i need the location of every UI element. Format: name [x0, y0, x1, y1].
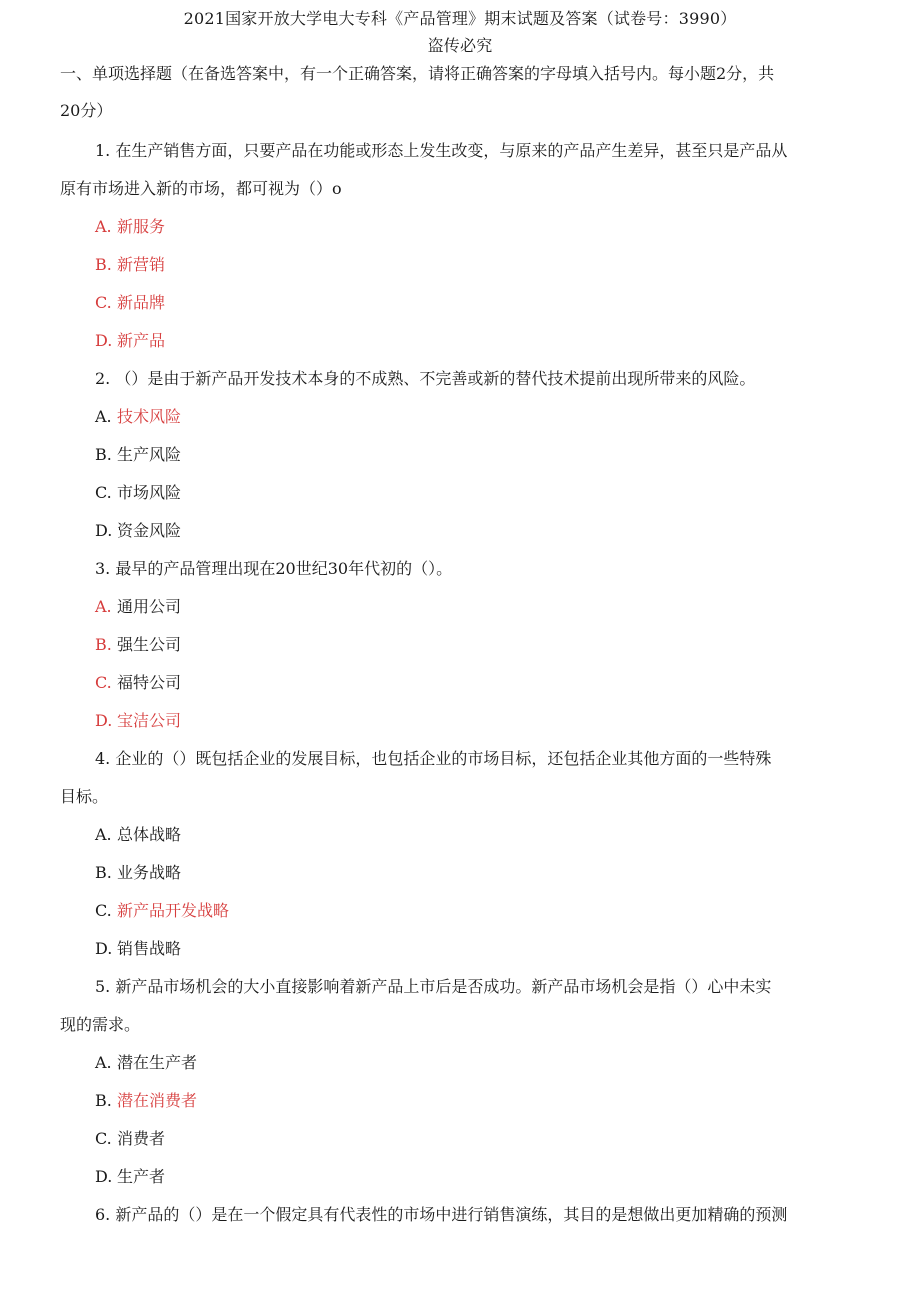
question-1-text-line-1: 1. 在生产销售方面，只要产品在功能或形态上发生改变，与原来的产品产生差异，甚至只是产品从 [95, 141, 788, 160]
question-3-option-a: A. 通用公司 [95, 597, 182, 616]
question-1-option-c: C. 新品牌 [95, 293, 166, 312]
question-4-option-b: B. 业务战略 [95, 863, 182, 882]
question-1-option-b: B. 新营销 [95, 255, 166, 274]
question-5-text-line-2: 现的需求。 [60, 1015, 141, 1034]
section-heading-line-2: 20分） [60, 101, 113, 120]
question-5-text-line-1: 5. 新产品市场机会的大小直接影响着新产品上市后是否成功。新产品市场机会是指（）心中未实 [95, 977, 772, 996]
question-5-option-b: B. 潜在消费者 [95, 1091, 198, 1110]
question-4-option-c: C. 新产品开发战略 [95, 901, 230, 920]
section-heading-line-1: 一、单项选择题（在备选答案中，有一个正确答案，请将正确答案的字母填入括号内。每小题2分，共 [60, 64, 775, 83]
question-2-option-a: A. 技术风险 [95, 407, 182, 426]
question-5-option-d: D. 生产者 [95, 1167, 166, 1186]
question-1-option-d: D. 新产品 [95, 331, 166, 350]
question-2-text-line-1: 2. （）是由于新产品开发技术本身的不成熟、不完善或新的替代技术提前出现所带来的风险。 [95, 369, 756, 388]
question-3-text-line-1: 3. 最早的产品管理出现在20世纪30年代初的（）。 [95, 559, 453, 578]
question-2-option-b: B. 生产风险 [95, 445, 182, 464]
question-6-text-line-1: 6. 新产品的（）是在一个假定具有代表性的市场中进行销售演练，其目的是想做出更加精确的预测 [95, 1205, 788, 1224]
question-4-text-line-2: 目标。 [60, 787, 109, 806]
question-2-option-c: C. 市场风险 [95, 483, 182, 502]
question-1-text-line-2: 原有市场进入新的市场，都可视为（）o [60, 179, 342, 198]
question-5-option-c: C. 消费者 [95, 1129, 166, 1148]
document-title: 2021国家开放大学电大专科《产品管理》期末试题及答案（试卷号：3990） [183, 9, 737, 28]
question-5-option-a: A. 潜在生产者 [95, 1053, 198, 1072]
question-2-option-d: D. 资金风险 [95, 521, 182, 540]
question-3-option-d: D. 宝洁公司 [95, 711, 182, 730]
question-4-option-a: A. 总体战略 [95, 825, 182, 844]
document-subtitle: 盗传必究 [427, 36, 493, 55]
question-3-option-c: C. 福特公司 [95, 673, 182, 692]
question-4-text-line-1: 4. 企业的（）既包括企业的发展目标，也包括企业的市场目标，还包括企业其他方面的一些特殊 [95, 749, 772, 768]
question-1-option-a: A. 新服务 [95, 217, 166, 236]
question-3-option-b: B. 强生公司 [95, 635, 182, 654]
question-4-option-d: D. 销售战略 [95, 939, 182, 958]
